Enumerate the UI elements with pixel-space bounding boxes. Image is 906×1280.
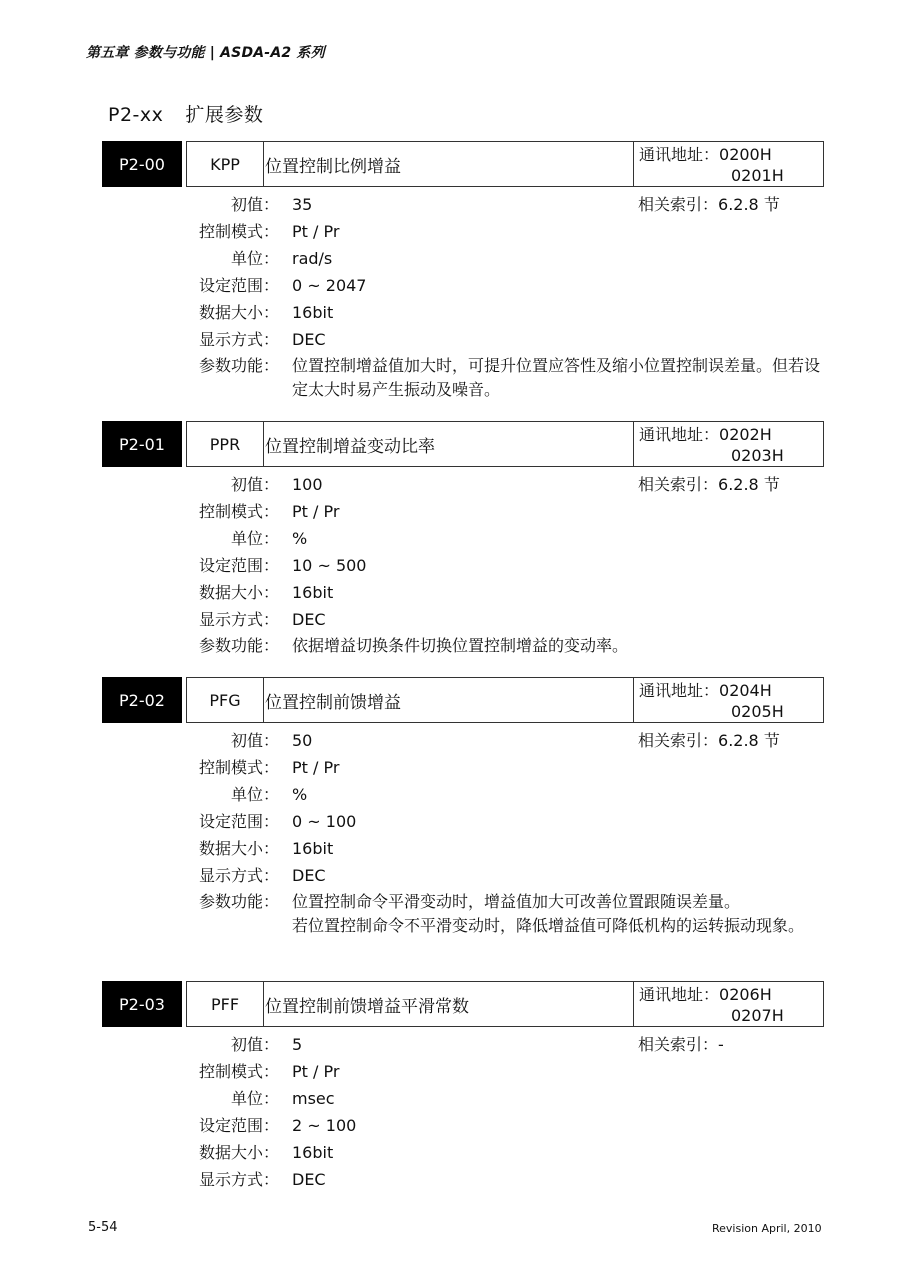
size-label: 数据大小：: [198, 1143, 279, 1162]
comm-address: [639, 424, 784, 466]
func-text: 依据增益切换条件切换位置控制增益的变动率。: [292, 636, 629, 655]
param-header: [0, 421, 906, 467]
unit-value: msec: [292, 1089, 335, 1108]
comm-address-1: 0202H: [719, 425, 772, 444]
func-label: 参数功能：: [198, 892, 279, 911]
comm-address-1: 0206H: [719, 985, 772, 1004]
param-abbr: PFF: [187, 982, 264, 1026]
comm-address-1: 0204H: [719, 681, 772, 700]
init-label: 初值：: [230, 1035, 279, 1054]
comm-address-label: 通讯地址：: [639, 681, 720, 700]
unit-label: 单位：: [230, 249, 279, 268]
range-label: 设定范围：: [198, 1116, 279, 1135]
comm-address-1: 0200H: [719, 145, 772, 164]
revision-note: Revision April, 2010: [712, 1222, 822, 1235]
param-header-box: [186, 421, 824, 467]
param-header: [0, 677, 906, 723]
display-value: DEC: [292, 610, 326, 629]
display-label: 显示方式：: [198, 1170, 279, 1189]
mode-value: Pt / Pr: [292, 222, 340, 241]
unit-label: 单位：: [230, 529, 279, 548]
param-name: 位置控制前馈增益平滑常数: [265, 982, 634, 1026]
mode-value: Pt / Pr: [292, 502, 340, 521]
comm-address-label: 通讯地址：: [639, 145, 720, 164]
range-label: 设定范围：: [198, 276, 279, 295]
section-title: [108, 100, 263, 127]
mode-value: Pt / Pr: [292, 758, 340, 777]
mode-label: 控制模式：: [198, 758, 279, 777]
ref-index: [638, 1031, 724, 1058]
param-id: P2-00: [102, 141, 182, 187]
ref-value: 6.2.8 节: [718, 475, 780, 494]
comm-address-2: 0205H: [731, 702, 784, 721]
ref-value: 6.2.8 节: [718, 731, 780, 750]
func-text-2: 若位置控制命令不平滑变动时，降低增益值可降低机构的运转振动现象。: [292, 916, 805, 935]
range-label: 设定范围：: [198, 556, 279, 575]
init-value: 35: [292, 195, 313, 214]
mode-label: 控制模式：: [198, 502, 279, 521]
param-id: P2-03: [102, 981, 182, 1027]
size-label: 数据大小：: [198, 839, 279, 858]
param-id: P2-02: [102, 677, 182, 723]
param-details: [0, 727, 906, 938]
param-name: 位置控制增益变动比率: [265, 422, 634, 466]
size-value: 16bit: [292, 1143, 334, 1162]
section-name: 扩展参数: [185, 104, 264, 126]
display-value: DEC: [292, 866, 326, 885]
page-number: 5-54: [88, 1220, 118, 1235]
display-value: DEC: [292, 1170, 326, 1189]
mode-value: Pt / Pr: [292, 1062, 340, 1081]
param-details: [0, 191, 906, 402]
init-value: 100: [292, 475, 323, 494]
range-value: 10 ~ 500: [292, 556, 367, 575]
ref-label: 相关索引：: [638, 475, 719, 494]
param-abbr: PPR: [187, 422, 264, 466]
param-abbr: PFG: [187, 678, 264, 722]
func-label: 参数功能：: [198, 356, 279, 375]
comm-address: [639, 984, 784, 1026]
size-label: 数据大小：: [198, 303, 279, 322]
unit-value: rad/s: [292, 249, 333, 268]
ref-label: 相关索引：: [638, 731, 719, 750]
comm-address-2: 0207H: [731, 1006, 784, 1025]
display-label: 显示方式：: [198, 330, 279, 349]
display-label: 显示方式：: [198, 610, 279, 629]
param-header-box: [186, 981, 824, 1027]
size-value: 16bit: [292, 839, 334, 858]
comm-address-label: 通讯地址：: [639, 425, 720, 444]
param-name: 位置控制前馈增益: [265, 678, 634, 722]
unit-value: %: [292, 529, 308, 548]
param-details: [0, 1031, 906, 1193]
ref-label: 相关索引：: [638, 1035, 719, 1054]
ref-value: -: [718, 1035, 724, 1054]
unit-value: %: [292, 785, 308, 804]
func-label: 参数功能：: [198, 636, 279, 655]
comm-address-label: 通讯地址：: [639, 985, 720, 1004]
init-value: 50: [292, 731, 313, 750]
mode-label: 控制模式：: [198, 222, 279, 241]
size-value: 16bit: [292, 303, 334, 322]
running-header: 第五章 参数与功能 | ASDA-A2 系列: [86, 45, 325, 61]
param-header: [0, 141, 906, 187]
range-value: 0 ~ 100: [292, 812, 357, 831]
display-value: DEC: [292, 330, 326, 349]
comm-address-2: 0201H: [731, 166, 784, 185]
size-label: 数据大小：: [198, 583, 279, 602]
param-header-box: [186, 141, 824, 187]
param-abbr: KPP: [187, 142, 264, 186]
param-name: 位置控制比例增益: [265, 142, 634, 186]
comm-address: [639, 680, 784, 722]
func-text-1: 位置控制命令平滑变动时，增益值加大可改善位置跟随误差量。: [292, 892, 741, 911]
unit-label: 单位：: [230, 785, 279, 804]
ref-index: [638, 191, 780, 218]
init-label: 初值：: [230, 195, 279, 214]
range-value: 2 ~ 100: [292, 1116, 357, 1135]
display-label: 显示方式：: [198, 866, 279, 885]
ref-index: [638, 471, 780, 498]
ref-index: [638, 727, 780, 754]
ref-label: 相关索引：: [638, 195, 719, 214]
comm-address-2: 0203H: [731, 446, 784, 465]
section-code: P2-xx: [108, 104, 164, 126]
mode-label: 控制模式：: [198, 1062, 279, 1081]
init-label: 初值：: [230, 731, 279, 750]
func-text: [292, 889, 824, 938]
unit-label: 单位：: [230, 1089, 279, 1108]
size-value: 16bit: [292, 583, 334, 602]
comm-address: [639, 144, 784, 186]
range-value: 0 ~ 2047: [292, 276, 367, 295]
func-text: 位置控制增益值加大时，可提升位置应答性及缩小位置控制误差量。但若设定太大时易产生振动及噪音。: [292, 356, 821, 399]
range-label: 设定范围：: [198, 812, 279, 831]
init-value: 5: [292, 1035, 303, 1054]
ref-value: 6.2.8 节: [718, 195, 780, 214]
param-details: [0, 471, 906, 658]
param-header: [0, 981, 906, 1027]
param-header-box: [186, 677, 824, 723]
param-id: P2-01: [102, 421, 182, 467]
init-label: 初值：: [230, 475, 279, 494]
